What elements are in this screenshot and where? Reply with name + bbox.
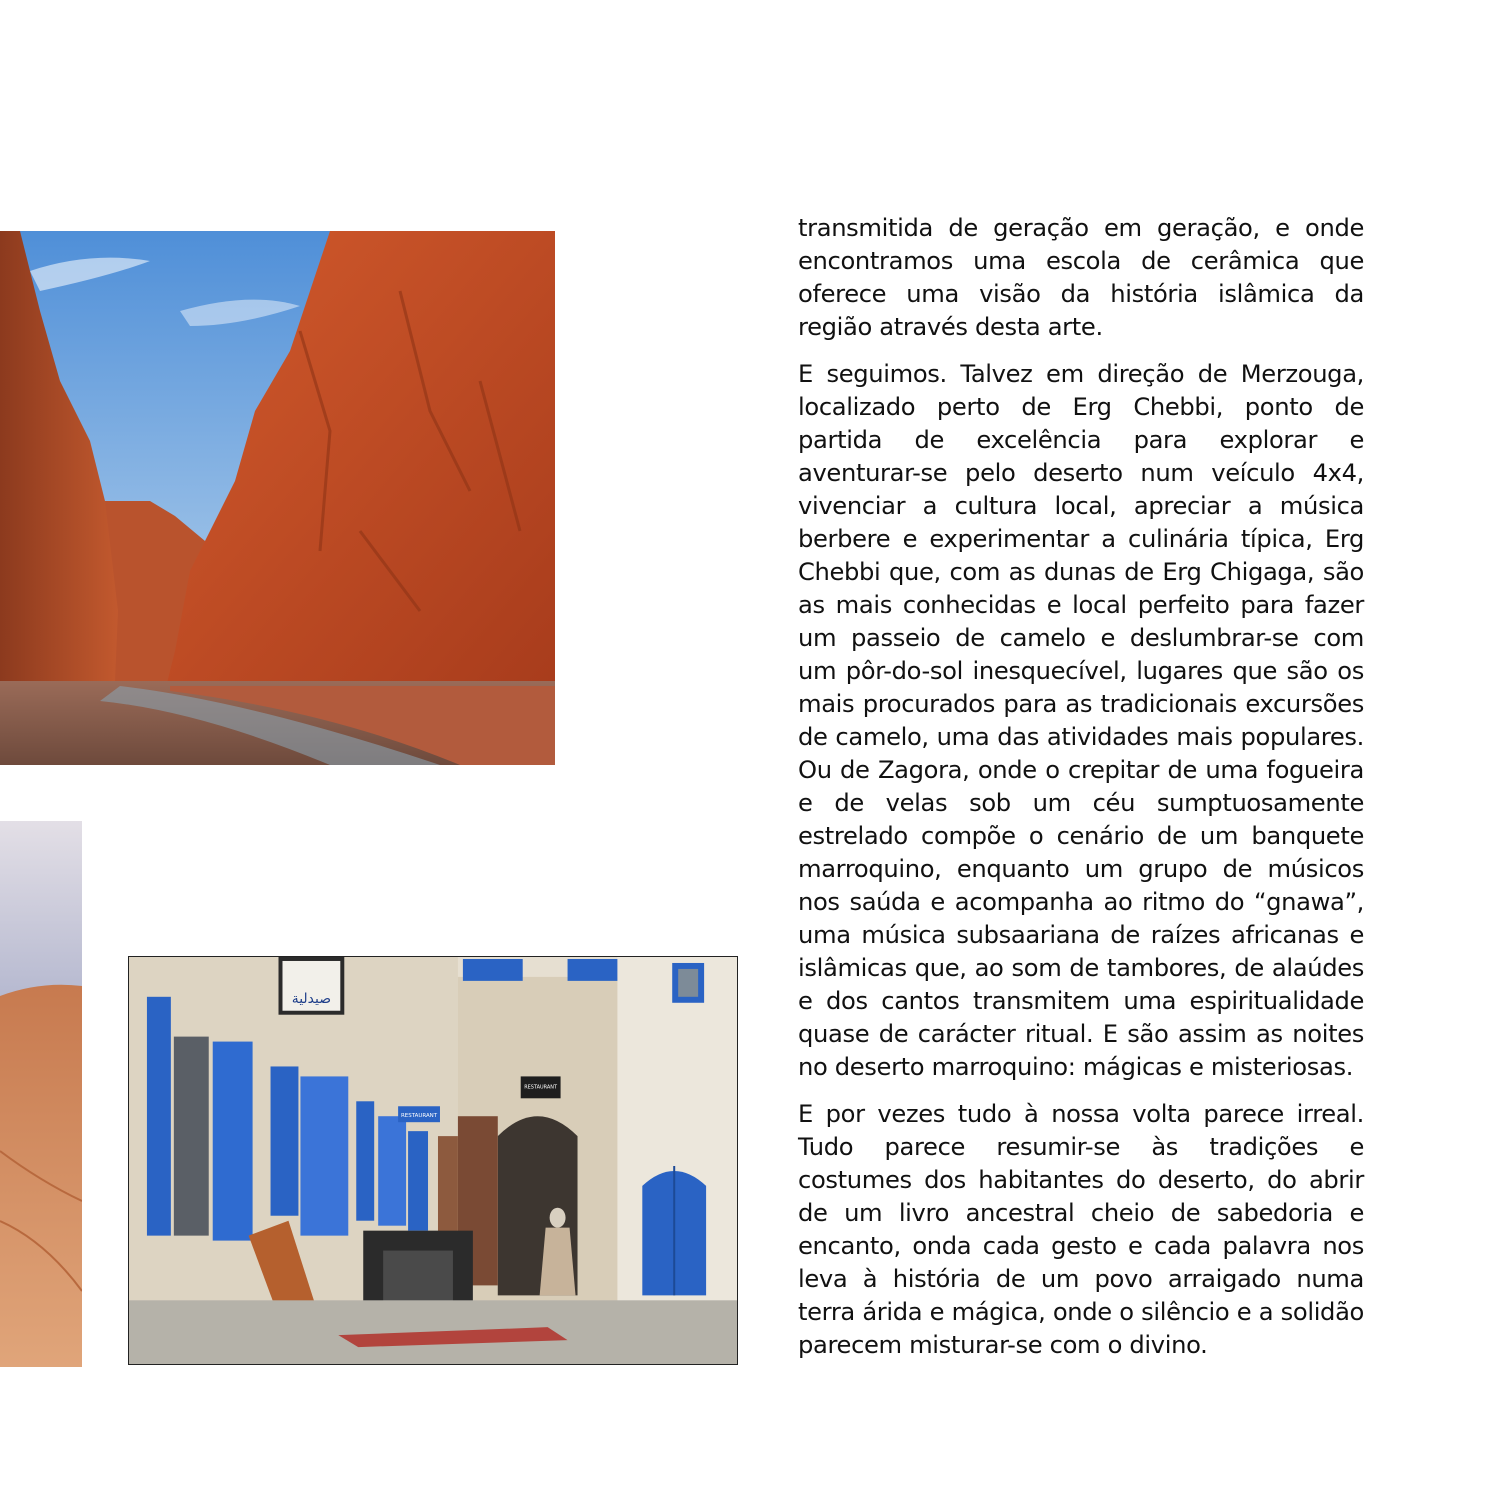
paragraph-2: E seguimos. Talvez em direção de Merzouga, localizado perto de Erg Chebbi, ponto de partida de excelência para explorar e aventurar-se pelo deserto num veículo 4x4, vivenciar a cultura local, apreciar a música berbere e experimentar a culinária típica, Erg Chebbi que, com as dunas de Erg Chigaga, são as mais conhecidas e local perfeito para fazer um passeio de camelo e deslumbrar-se com um pôr-do-sol inesquecível, lugares que são os mais procurados para as tradicionais excursões de camelo, uma das atividades mais populares. Ou de Zagora, onde o crepitar de uma fogueira e de velas sob um céu sumptuosamente estrelado compõe o cenário de um banquete marroquino, enquanto um grupo de músicos nos saúda e acompanha ao ritmo do “gnawa”, uma música subsaariana de raízes africanas e islâmicas que, ao som de tambores, de alaúdes e dos cantos transmitem uma espiritualidade quase de carácter ritual. E são assim as noites no deserto marroquino: mágicas e misteriosas. <box>798 360 1364 1081</box>
shutter <box>300 1076 348 1235</box>
article-text <box>798 212 1364 1376</box>
window-pane <box>678 969 698 997</box>
restaurant-sign-2-text: RESTAURANT <box>400 1113 438 1120</box>
restaurant-sign-text: RESTAURANT <box>524 1084 558 1091</box>
shutter <box>408 1131 428 1231</box>
gorge-illustration <box>0 231 555 765</box>
street-illustration <box>129 957 737 1364</box>
street-photo <box>128 956 738 1365</box>
window-opening <box>174 1037 209 1236</box>
dune <box>0 985 82 1367</box>
paragraph-1: transmitida de geração em geração, e onde encontramos uma escola de cerâmica que oferece uma visão da história islâmica da região através desta arte. <box>798 214 1364 341</box>
dunes-photo <box>0 821 82 1367</box>
shutter <box>147 997 171 1236</box>
shutter <box>378 1116 406 1225</box>
bench-panel <box>383 1251 453 1306</box>
pharmacy-sign-text: صيدلية <box>291 990 332 1007</box>
shutter <box>213 1042 253 1241</box>
paragraph-3: E por vezes tudo à nossa volta parece irreal. Tudo parece resumir-se às tradições e costumes dos habitantes do deserto, do abrir de um livro ancestral cheio de sabedoria e encanto, onda cada gesto e cada palavra nos leva à história de um povo arraigado numa terra árida e mágica, onde o silêncio e a solidão parecem misturar-se com o divino. <box>798 1100 1364 1359</box>
window <box>568 959 618 981</box>
person-head <box>550 1208 566 1228</box>
shutter <box>356 1101 374 1220</box>
gorge-photo <box>0 231 555 765</box>
person-robe <box>540 1228 576 1296</box>
window <box>463 959 523 981</box>
dunes-illustration <box>0 821 82 1367</box>
shutter <box>271 1066 299 1215</box>
